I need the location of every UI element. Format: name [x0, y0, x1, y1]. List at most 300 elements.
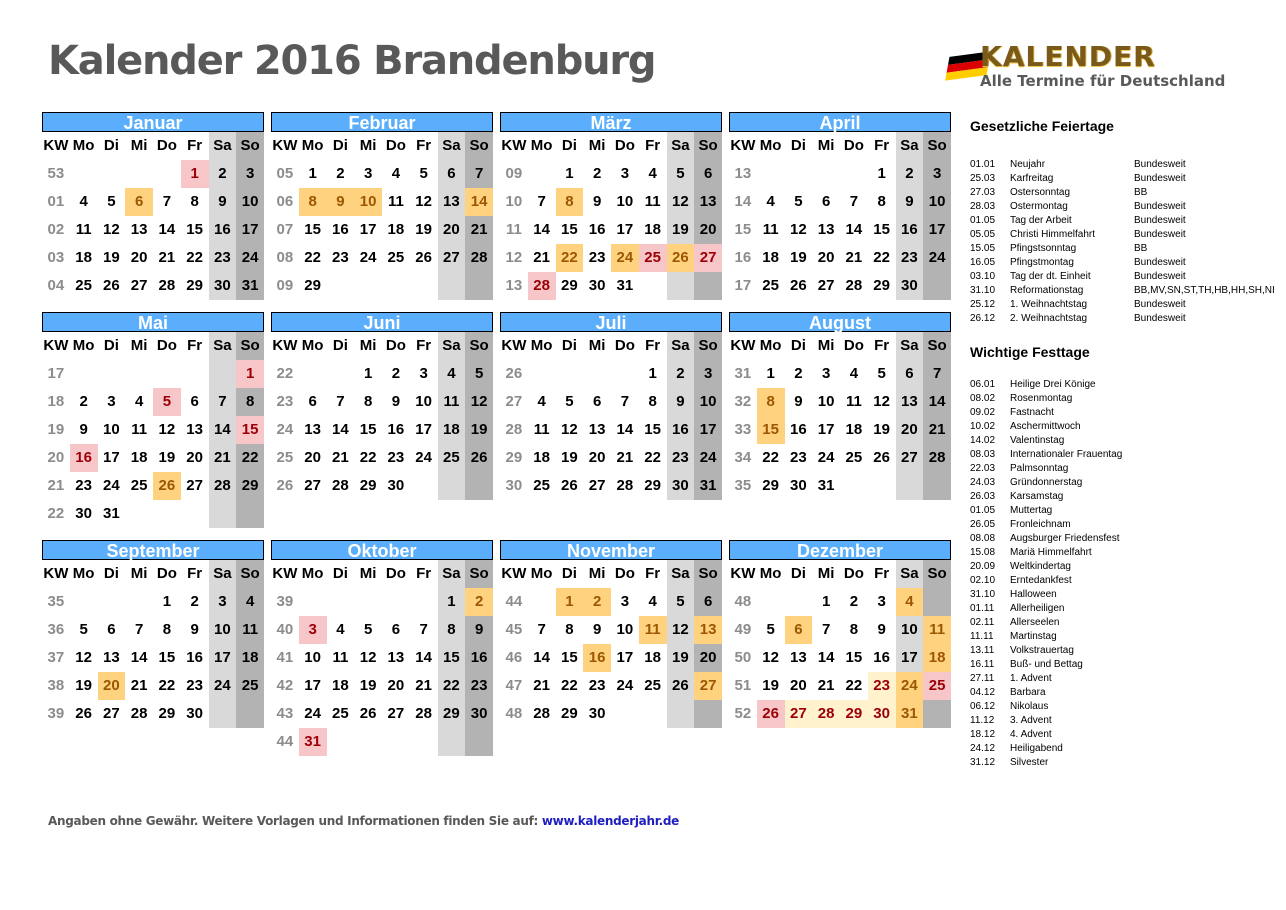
day-cell[interactable]	[209, 500, 237, 528]
day-cell[interactable]: 16	[70, 444, 98, 472]
day-cell[interactable]: 12	[103, 221, 120, 238]
day-cell[interactable]: 23	[588, 677, 606, 694]
day-cell[interactable]: 21	[332, 449, 349, 466]
day-cell[interactable]: 7	[419, 621, 428, 638]
day-cell[interactable]: 6	[785, 616, 813, 644]
day-cell[interactable]: 3	[821, 365, 831, 382]
day-cell[interactable]: 3	[923, 160, 951, 188]
day-cell[interactable]: 15	[304, 221, 321, 238]
day-cell[interactable]: 28	[616, 477, 634, 494]
day-cell[interactable]: 19	[667, 644, 695, 672]
day-cell[interactable]: 3	[419, 365, 428, 382]
day-cell[interactable]: 6	[592, 393, 602, 410]
day-cell[interactable]: 25	[644, 677, 661, 694]
day-cell[interactable]: 2	[209, 160, 237, 188]
day-cell[interactable]: 15	[561, 649, 578, 666]
day-cell[interactable]: 26	[757, 700, 785, 728]
day-cell[interactable]: 11	[639, 616, 667, 644]
day-cell[interactable]: 3	[877, 593, 886, 610]
day-cell[interactable]: 5	[565, 393, 574, 410]
day-cell[interactable]: 16	[332, 221, 349, 238]
day-cell[interactable]: 31	[817, 477, 835, 494]
day-cell[interactable]: 20	[130, 249, 148, 266]
day-cell[interactable]: 17	[896, 644, 924, 672]
day-cell[interactable]	[98, 360, 126, 388]
day-cell[interactable]: 24	[415, 449, 432, 466]
day-cell[interactable]: 15	[561, 221, 578, 238]
day-cell[interactable]: 25	[438, 444, 466, 472]
day-cell[interactable]	[438, 472, 466, 500]
day-cell[interactable]: 29	[840, 700, 868, 728]
day-cell[interactable]: 16	[387, 421, 405, 438]
day-cell[interactable]	[209, 360, 237, 388]
day-cell[interactable]: 22	[359, 449, 377, 466]
day-cell[interactable]: 14	[158, 221, 176, 238]
day-cell[interactable]: 10	[354, 188, 382, 216]
day-cell[interactable]: 31	[236, 272, 264, 300]
day-cell[interactable]	[923, 472, 951, 500]
day-cell[interactable]: 14	[130, 649, 148, 666]
day-cell[interactable]: 11	[387, 193, 404, 210]
day-cell[interactable]: 20	[304, 449, 321, 466]
day-cell[interactable]: 29	[158, 705, 176, 722]
day-cell[interactable]: 18	[644, 649, 661, 666]
day-cell[interactable]: 11	[332, 649, 349, 666]
day-cell[interactable]: 22	[304, 249, 321, 266]
day-cell[interactable]: 9	[667, 388, 695, 416]
day-cell[interactable]: 12	[561, 421, 578, 438]
day-cell[interactable]: 2	[336, 165, 345, 182]
day-cell[interactable]: 18	[923, 644, 951, 672]
day-cell[interactable]: 18	[236, 644, 264, 672]
day-cell[interactable]	[153, 500, 181, 528]
day-cell[interactable]	[528, 160, 556, 188]
day-cell[interactable]: 14	[209, 416, 237, 444]
day-cell[interactable]	[438, 728, 466, 756]
day-cell[interactable]: 9	[592, 621, 602, 638]
day-cell[interactable]	[465, 472, 493, 500]
day-cell[interactable]: 30	[868, 700, 896, 728]
day-cell[interactable]: 1	[565, 165, 574, 182]
day-cell[interactable]: 18	[644, 221, 661, 238]
day-cell[interactable]: 22	[873, 249, 890, 266]
day-cell[interactable]: 2	[794, 365, 803, 382]
day-cell[interactable]: 1	[877, 165, 886, 182]
day-cell[interactable]	[98, 160, 126, 188]
day-cell[interactable]: 3	[620, 593, 630, 610]
day-cell[interactable]: 1	[363, 365, 373, 382]
day-cell[interactable]: 19	[359, 677, 377, 694]
day-cell[interactable]: 25	[387, 249, 405, 266]
day-cell[interactable]: 10	[304, 649, 321, 666]
day-cell[interactable]: 20	[387, 677, 405, 694]
day-cell[interactable]: 6	[821, 193, 831, 210]
day-cell[interactable]	[639, 272, 667, 300]
day-cell[interactable]: 27	[130, 277, 148, 294]
day-cell[interactable]: 2	[896, 160, 924, 188]
day-cell[interactable]: 13	[896, 388, 924, 416]
day-cell[interactable]: 12	[667, 616, 695, 644]
day-cell[interactable]: 19	[103, 249, 120, 266]
day-cell[interactable]: 29	[644, 477, 661, 494]
day-cell[interactable]: 24	[611, 244, 639, 272]
day-cell[interactable]: 16	[873, 649, 890, 666]
day-cell[interactable]: 24	[694, 444, 722, 472]
day-cell[interactable]: 29	[304, 277, 321, 294]
day-cell[interactable]: 31	[299, 728, 327, 756]
day-cell[interactable]: 16	[465, 644, 493, 672]
day-cell[interactable]: 17	[103, 449, 120, 466]
day-cell[interactable]: 22	[845, 677, 863, 694]
day-cell[interactable]: 9	[896, 188, 924, 216]
day-cell[interactable]: 2	[79, 393, 88, 410]
day-cell[interactable]: 15	[186, 221, 203, 238]
day-cell[interactable]: 1	[181, 160, 209, 188]
day-cell[interactable]: 31	[103, 505, 120, 522]
day-cell[interactable]: 11	[762, 221, 779, 238]
day-cell[interactable]: 24	[817, 449, 835, 466]
day-cell[interactable]	[410, 728, 438, 756]
day-cell[interactable]: 5	[794, 193, 803, 210]
day-cell[interactable]: 17	[236, 216, 264, 244]
day-cell[interactable]: 17	[817, 421, 835, 438]
day-cell[interactable]: 30	[588, 277, 606, 294]
day-cell[interactable]: 13	[817, 221, 835, 238]
day-cell[interactable]: 17	[616, 221, 634, 238]
day-cell[interactable]: 4	[648, 593, 657, 610]
day-cell[interactable]: 1	[162, 593, 172, 610]
day-cell[interactable]	[299, 360, 327, 388]
day-cell[interactable]: 27	[694, 672, 722, 700]
day-cell[interactable]: 20	[438, 216, 466, 244]
day-cell[interactable]	[125, 500, 153, 528]
day-cell[interactable]: 16	[790, 421, 807, 438]
day-cell[interactable]: 3	[694, 360, 722, 388]
day-cell[interactable]: 22	[556, 244, 584, 272]
day-cell[interactable]: 5	[363, 621, 373, 638]
day-cell[interactable]: 7	[162, 193, 172, 210]
day-cell[interactable]: 26	[561, 477, 578, 494]
day-cell[interactable]: 1	[766, 365, 775, 382]
day-cell[interactable]: 10	[694, 388, 722, 416]
day-cell[interactable]: 23	[209, 244, 237, 272]
day-cell[interactable]	[757, 160, 785, 188]
day-cell[interactable]: 14	[845, 221, 863, 238]
day-cell[interactable]: 19	[873, 421, 890, 438]
day-cell[interactable]: 18	[387, 221, 405, 238]
day-cell[interactable]: 10	[236, 188, 264, 216]
day-cell[interactable]: 15	[236, 416, 264, 444]
day-cell[interactable]	[70, 160, 98, 188]
day-cell[interactable]: 21	[923, 416, 951, 444]
day-cell[interactable]: 15	[873, 221, 890, 238]
day-cell[interactable]: 4	[438, 360, 466, 388]
day-cell[interactable]	[70, 360, 98, 388]
day-cell[interactable]: 20	[694, 216, 722, 244]
day-cell[interactable]: 23	[186, 677, 203, 694]
day-cell[interactable]: 25	[923, 672, 951, 700]
day-cell[interactable]: 28	[415, 705, 432, 722]
day-cell[interactable]: 26	[153, 472, 181, 500]
day-cell[interactable]: 19	[762, 677, 779, 694]
day-cell[interactable]: 29	[561, 277, 578, 294]
footer-link[interactable]: www.kalenderjahr.de	[541, 814, 679, 828]
day-cell[interactable]: 2	[583, 588, 611, 616]
day-cell[interactable]: 30	[209, 272, 237, 300]
day-cell[interactable]	[556, 360, 584, 388]
day-cell[interactable]: 8	[849, 621, 859, 638]
day-cell[interactable]: 30	[75, 505, 92, 522]
day-cell[interactable]	[840, 472, 868, 500]
day-cell[interactable]: 4	[537, 393, 546, 410]
day-cell[interactable]	[327, 360, 355, 388]
day-cell[interactable]: 8	[757, 388, 785, 416]
day-cell[interactable]	[528, 360, 556, 388]
day-cell[interactable]: 1	[308, 165, 317, 182]
day-cell[interactable]: 18	[845, 421, 863, 438]
day-cell[interactable]: 9	[465, 616, 493, 644]
day-cell[interactable]: 16	[588, 221, 606, 238]
day-cell[interactable]: 1	[556, 588, 584, 616]
day-cell[interactable]: 7	[465, 160, 493, 188]
day-cell[interactable]	[153, 360, 181, 388]
day-cell[interactable]: 13	[694, 188, 722, 216]
day-cell[interactable]: 13	[387, 649, 405, 666]
day-cell[interactable]: 22	[644, 449, 661, 466]
day-cell[interactable]: 31	[896, 700, 924, 728]
day-cell[interactable]: 19	[465, 416, 493, 444]
day-cell[interactable]: 12	[667, 188, 695, 216]
day-cell[interactable]: 29	[186, 277, 203, 294]
day-cell[interactable]: 27	[304, 477, 321, 494]
day-cell[interactable]	[327, 272, 355, 300]
day-cell[interactable]: 25	[639, 244, 667, 272]
day-cell[interactable]: 23	[790, 449, 807, 466]
day-cell[interactable]: 5	[877, 365, 886, 382]
day-cell[interactable]: 27	[438, 244, 466, 272]
day-cell[interactable]: 4	[79, 193, 88, 210]
day-cell[interactable]: 27	[588, 477, 606, 494]
day-cell[interactable]: 28	[923, 444, 951, 472]
day-cell[interactable]: 8	[299, 188, 327, 216]
day-cell[interactable]: 14	[533, 221, 550, 238]
day-cell[interactable]: 13	[186, 421, 203, 438]
day-cell[interactable]: 19	[158, 449, 176, 466]
day-cell[interactable]: 23	[75, 477, 92, 494]
day-cell[interactable]: 14	[923, 388, 951, 416]
day-cell[interactable]: 4	[849, 365, 859, 382]
day-cell[interactable]	[583, 360, 611, 388]
day-cell[interactable]: 5	[465, 360, 493, 388]
day-cell[interactable]	[125, 160, 153, 188]
day-cell[interactable]: 6	[125, 188, 153, 216]
day-cell[interactable]: 22	[236, 444, 264, 472]
day-cell[interactable]: 18	[762, 249, 779, 266]
day-cell[interactable]: 7	[923, 360, 951, 388]
day-cell[interactable]: 21	[533, 249, 550, 266]
day-cell[interactable]: 3	[209, 588, 237, 616]
day-cell[interactable]: 14	[415, 649, 432, 666]
day-cell[interactable]: 5	[667, 160, 695, 188]
day-cell[interactable]: 23	[868, 672, 896, 700]
day-cell[interactable]: 15	[359, 421, 377, 438]
day-cell[interactable]: 27	[186, 477, 203, 494]
day-cell[interactable]: 6	[694, 160, 722, 188]
day-cell[interactable]: 15	[438, 644, 466, 672]
day-cell[interactable]: 17	[694, 416, 722, 444]
day-cell[interactable]: 22	[186, 249, 203, 266]
day-cell[interactable]: 13	[588, 421, 606, 438]
day-cell[interactable]: 21	[817, 677, 835, 694]
day-cell[interactable]: 4	[648, 165, 657, 182]
day-cell[interactable]	[923, 272, 951, 300]
day-cell[interactable]: 20	[588, 449, 606, 466]
day-cell[interactable]: 2	[190, 593, 199, 610]
day-cell[interactable]	[153, 160, 181, 188]
day-cell[interactable]: 20	[896, 416, 924, 444]
day-cell[interactable]: 23	[896, 244, 924, 272]
day-cell[interactable]	[785, 588, 813, 616]
day-cell[interactable]	[98, 588, 126, 616]
day-cell[interactable]	[812, 160, 840, 188]
day-cell[interactable]: 3	[620, 165, 630, 182]
day-cell[interactable]: 11	[533, 421, 550, 438]
kalender-logo[interactable]	[944, 40, 1226, 100]
day-cell[interactable]: 7	[537, 621, 546, 638]
day-cell[interactable]	[382, 728, 410, 756]
day-cell[interactable]: 29	[873, 277, 890, 294]
day-cell[interactable]: 6	[391, 621, 401, 638]
day-cell[interactable]: 26	[873, 449, 890, 466]
day-cell[interactable]: 10	[923, 188, 951, 216]
day-cell[interactable]	[410, 472, 438, 500]
day-cell[interactable]: 12	[762, 649, 779, 666]
day-cell[interactable]	[667, 700, 695, 728]
day-cell[interactable]: 8	[190, 193, 199, 210]
day-cell[interactable]: 27	[785, 700, 813, 728]
day-cell[interactable]: 13	[790, 649, 807, 666]
day-cell[interactable]: 28	[332, 477, 349, 494]
day-cell[interactable]: 11	[923, 616, 951, 644]
day-cell[interactable]: 5	[419, 165, 428, 182]
day-cell[interactable]: 28	[465, 244, 493, 272]
day-cell[interactable]: 21	[209, 444, 237, 472]
day-cell[interactable]: 31	[694, 472, 722, 500]
day-cell[interactable]: 13	[103, 649, 120, 666]
day-cell[interactable]: 20	[98, 672, 126, 700]
day-cell[interactable]: 8	[236, 388, 264, 416]
day-cell[interactable]: 17	[304, 677, 321, 694]
day-cell[interactable]	[639, 700, 667, 728]
day-cell[interactable]: 22	[438, 672, 466, 700]
day-cell[interactable]: 23	[387, 449, 405, 466]
day-cell[interactable]: 28	[812, 700, 840, 728]
day-cell[interactable]: 10	[616, 621, 634, 638]
day-cell[interactable]: 23	[465, 672, 493, 700]
day-cell[interactable]: 26	[359, 705, 377, 722]
day-cell[interactable]: 5	[79, 621, 88, 638]
day-cell[interactable]: 28	[528, 272, 556, 300]
day-cell[interactable]: 12	[75, 649, 92, 666]
day-cell[interactable]: 1	[821, 593, 831, 610]
day-cell[interactable]: 15	[158, 649, 176, 666]
day-cell[interactable]	[923, 588, 951, 616]
day-cell[interactable]: 10	[896, 616, 924, 644]
day-cell[interactable]: 13	[304, 421, 321, 438]
day-cell[interactable]	[354, 588, 382, 616]
day-cell[interactable]: 24	[236, 244, 264, 272]
day-cell[interactable]: 24	[304, 705, 321, 722]
day-cell[interactable]: 30	[186, 705, 203, 722]
day-cell[interactable]	[465, 272, 493, 300]
day-cell[interactable]: 2	[391, 365, 401, 382]
day-cell[interactable]: 24	[359, 249, 377, 266]
day-cell[interactable]: 9	[794, 393, 803, 410]
day-cell[interactable]: 6	[896, 360, 924, 388]
day-cell[interactable]: 10	[817, 393, 835, 410]
day-cell[interactable]: 25	[332, 705, 349, 722]
day-cell[interactable]: 21	[158, 249, 176, 266]
day-cell[interactable]: 9	[877, 621, 886, 638]
day-cell[interactable]: 16	[667, 416, 695, 444]
day-cell[interactable]: 4	[236, 588, 264, 616]
day-cell[interactable]: 27	[103, 705, 120, 722]
day-cell[interactable]: 26	[790, 277, 807, 294]
day-cell[interactable]: 30	[387, 477, 405, 494]
day-cell[interactable]: 5	[766, 621, 775, 638]
day-cell[interactable]: 26	[103, 277, 120, 294]
day-cell[interactable]	[667, 272, 695, 300]
day-cell[interactable]: 6	[107, 621, 116, 638]
day-cell[interactable]: 8	[565, 621, 574, 638]
day-cell[interactable]: 28	[845, 277, 863, 294]
day-cell[interactable]: 24	[209, 672, 237, 700]
day-cell[interactable]: 7	[336, 393, 345, 410]
day-cell[interactable]: 7	[821, 621, 831, 638]
day-cell[interactable]	[868, 472, 896, 500]
day-cell[interactable]: 25	[130, 477, 148, 494]
day-cell[interactable]: 11	[236, 616, 264, 644]
day-cell[interactable]	[694, 272, 722, 300]
day-cell[interactable]: 8	[556, 188, 584, 216]
day-cell[interactable]	[410, 272, 438, 300]
day-cell[interactable]: 16	[896, 216, 924, 244]
day-cell[interactable]	[896, 472, 924, 500]
day-cell[interactable]: 26	[465, 444, 493, 472]
day-cell[interactable]: 15	[644, 421, 661, 438]
day-cell[interactable]: 16	[209, 216, 237, 244]
day-cell[interactable]: 21	[616, 449, 634, 466]
day-cell[interactable]: 8	[162, 621, 172, 638]
day-cell[interactable]: 21	[533, 677, 550, 694]
day-cell[interactable]: 24	[103, 477, 120, 494]
day-cell[interactable]: 23	[667, 444, 695, 472]
day-cell[interactable]: 16	[583, 644, 611, 672]
day-cell[interactable]: 25	[75, 277, 92, 294]
day-cell[interactable]: 29	[236, 472, 264, 500]
day-cell[interactable]: 4	[336, 621, 345, 638]
day-cell[interactable]: 26	[667, 672, 695, 700]
day-cell[interactable]: 11	[131, 421, 148, 438]
day-cell[interactable]: 14	[616, 421, 634, 438]
day-cell[interactable]	[125, 588, 153, 616]
day-cell[interactable]: 11	[438, 388, 466, 416]
day-cell[interactable]: 21	[845, 249, 863, 266]
day-cell[interactable]: 18	[130, 449, 148, 466]
day-cell[interactable]: 14	[332, 421, 349, 438]
day-cell[interactable]: 7	[134, 621, 144, 638]
day-cell[interactable]: 21	[130, 677, 148, 694]
